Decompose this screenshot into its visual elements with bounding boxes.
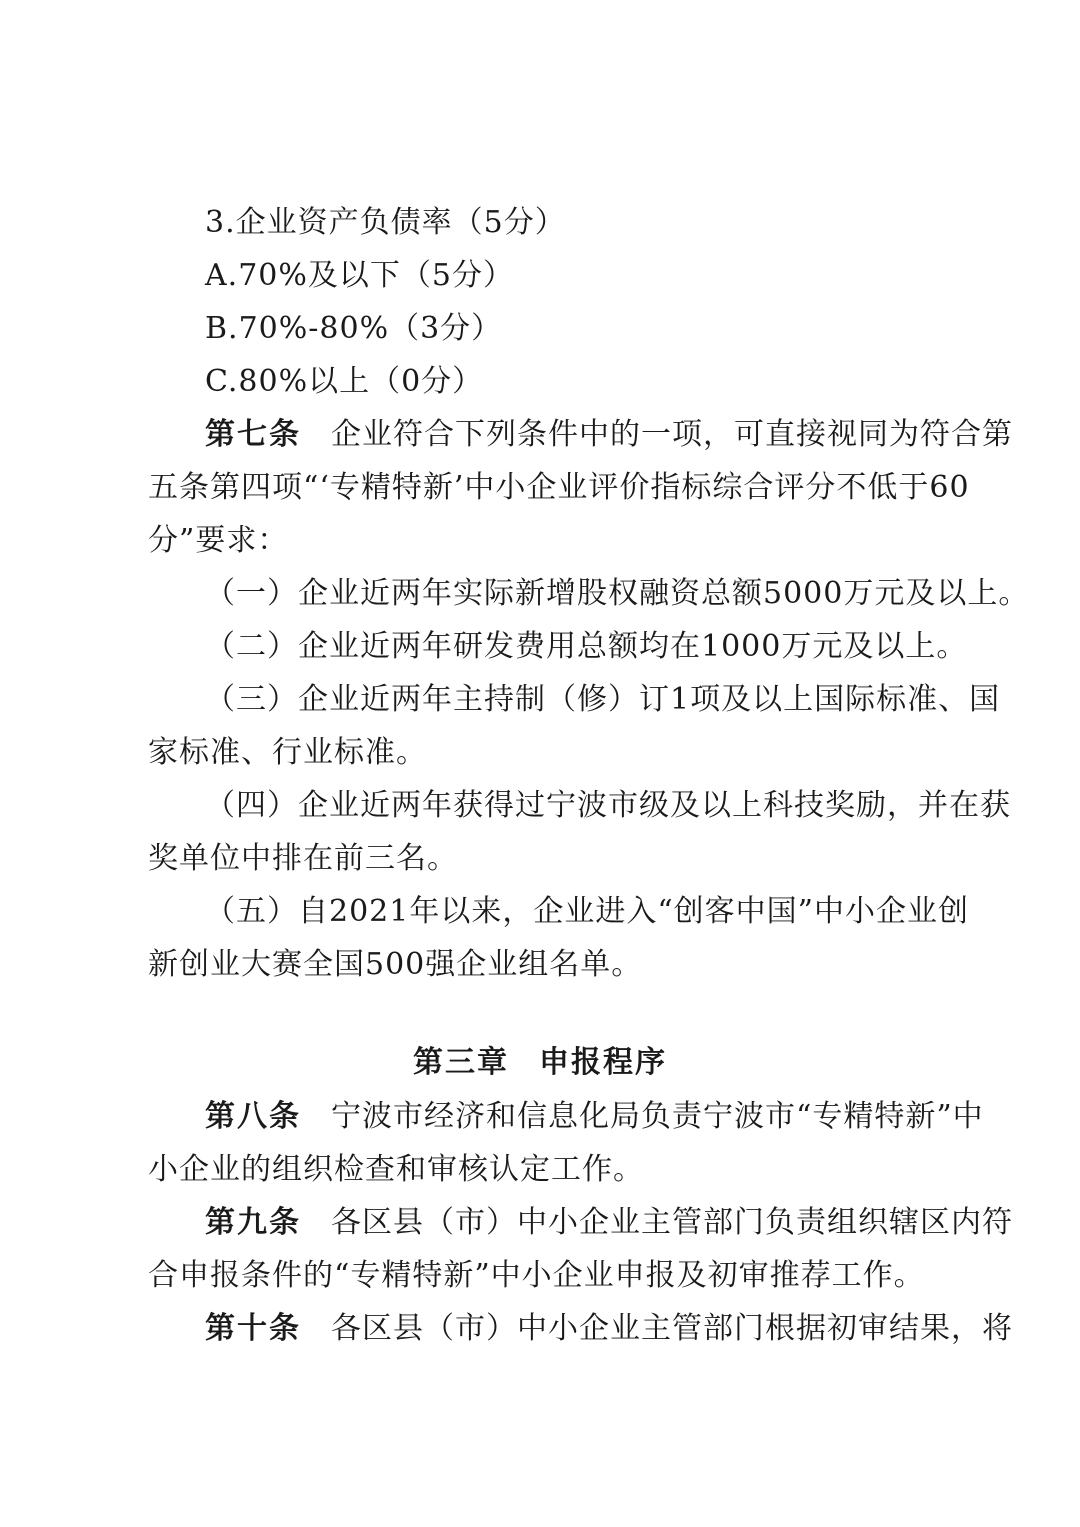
article-10-line-1 — [205, 1309, 1013, 1349]
article-10-label: 第十条 — [205, 1311, 301, 1346]
score-item-3-title: 3.企业资产负债率（5分） — [205, 205, 566, 240]
article-7-text-1: 企业符合下列条件中的一项，可直接视同为符合第 — [331, 417, 1013, 452]
article-7-label: 第七条 — [205, 417, 301, 452]
chapter-number: 第三章 — [413, 1045, 509, 1080]
score-option-a: A.70%及以下（5分） — [205, 258, 514, 293]
article-7-line-2: 五条第四项“‘专精特新’中小企业评价指标综合评分不低于60 — [148, 470, 970, 505]
condition-2: （二）企业近两年研发费用总额均在1000万元及以上。 — [205, 629, 968, 664]
condition-1: （一）企业近两年实际新增股权融资总额5000万元及以上。 — [205, 576, 1030, 611]
score-option-b: B.70%-80%（3分） — [205, 311, 503, 346]
score-option-c: C.80%以上（0分） — [205, 364, 484, 399]
condition-5-line-1: （五）自2021年以来，企业进入“创客中国”中小企业创 — [205, 894, 970, 929]
article-9-line-1 — [205, 1203, 1013, 1243]
article-10-text-1: 各区县（市）中小企业主管部门根据初审结果，将 — [331, 1311, 1013, 1346]
condition-3-line-1: （三）企业近两年主持制（修）订1项及以上国际标准、国 — [205, 682, 1001, 717]
article-8-line-1 — [205, 1097, 984, 1137]
article-7-line-1 — [205, 415, 1013, 455]
condition-3-line-2: 家标准、行业标准。 — [148, 735, 427, 770]
article-9-line-2: 合申报条件的“专精特新”中小企业申报及初审推荐工作。 — [148, 1258, 925, 1293]
article-8-label: 第八条 — [205, 1099, 301, 1134]
condition-5-line-2: 新创业大赛全国500强企业组名单。 — [148, 947, 643, 982]
condition-4-line-1: （四）企业近两年获得过宁波市级及以上科技奖励，并在获 — [205, 788, 1011, 823]
article-8-text-1: 宁波市经济和信息化局负责宁波市“专精特新”中 — [331, 1099, 984, 1134]
article-9-text-1: 各区县（市）中小企业主管部门负责组织辖区内符 — [331, 1205, 1013, 1240]
article-7-line-3: 分”要求： — [148, 523, 289, 558]
chapter-heading — [0, 1043, 1080, 1083]
article-9-label: 第九条 — [205, 1205, 301, 1240]
condition-4-line-2: 奖单位中排在前三名。 — [148, 841, 458, 876]
article-8-line-2: 小企业的组织检查和审核认定工作。 — [148, 1152, 644, 1187]
chapter-title: 申报程序 — [539, 1045, 667, 1080]
